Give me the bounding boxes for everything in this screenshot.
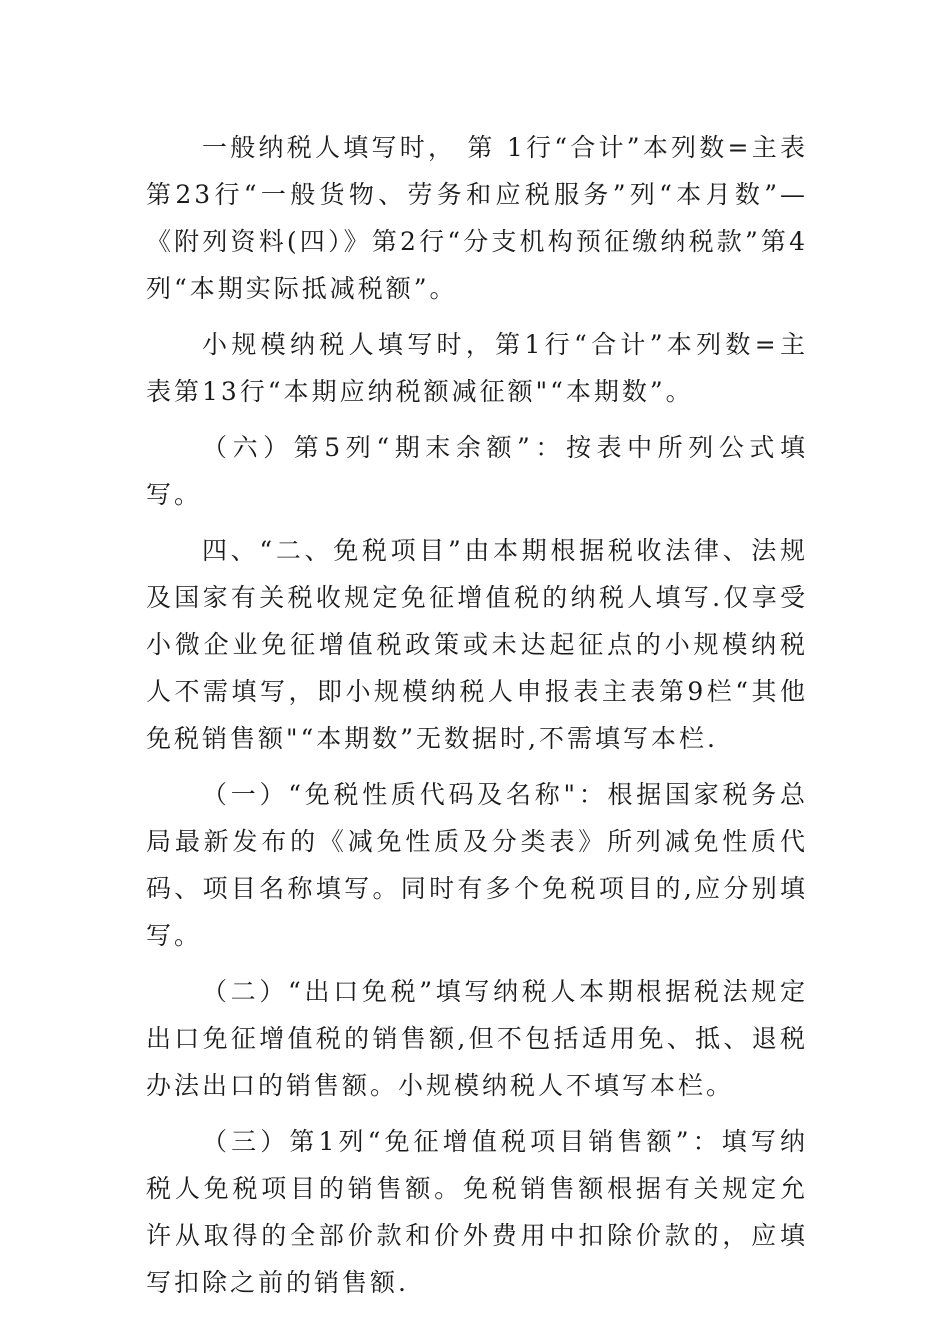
paragraph-column-1-exempt-sales: （三）第1列“免征增值税项目销售额”：填写纳税人免税项目的销售额。免税销售额根据有关规定允许从取得的全部价款和价外费用中扣除价款的，应填写扣除之前的销售额.: [146, 1127, 808, 1297]
paragraph-exemption-code-name: （一）“免税性质代码及名称"：根据国家税务总局最新发布的《减免性质及分类表》所列减免性质代码、项目名称填写。同时有多个免税项目的,应分别填写。: [146, 780, 808, 950]
paragraph-tax-exempt-items: 四、“二、免税项目”由本期根据税收法律、法规及国家有关税收规定免征增值税的纳税人填写.仅享受小微企业免征增值税政策或未达起征点的小规模纳税人不需填写，即小规模纳税人申报表主表第9栏“其他免税销售额"“本期数”无数据时,不需填写本栏.: [146, 536, 808, 753]
paragraph-export-exemption: （二）“出口免税”填写纳税人本期根据税法规定出口免征增值税的销售额,但不包括适用免、抵、退税办法出口的销售额。小规模纳税人不填写本栏。: [146, 977, 808, 1100]
document-body: [146, 124, 808, 1315]
paragraph-general-taxpayer: 一般纳税人填写时， 第 1行“合计”本列数=主表第23行“一般货物、劳务和应税服务”列“本月数”—《附列资料(四）》第2行“分支机构预征缴纳税款”第4列“本期实际抵减税额”。: [146, 133, 808, 303]
paragraph-small-scale-taxpayer: 小规模纳税人填写时，第1行“合计”本列数=主表第13行“本期应纳税额减征额"“本期数”。: [146, 330, 808, 406]
paragraph-column-5-ending-balance: （六）第5列“期末余额”：按表中所列公式填写。: [146, 433, 808, 509]
